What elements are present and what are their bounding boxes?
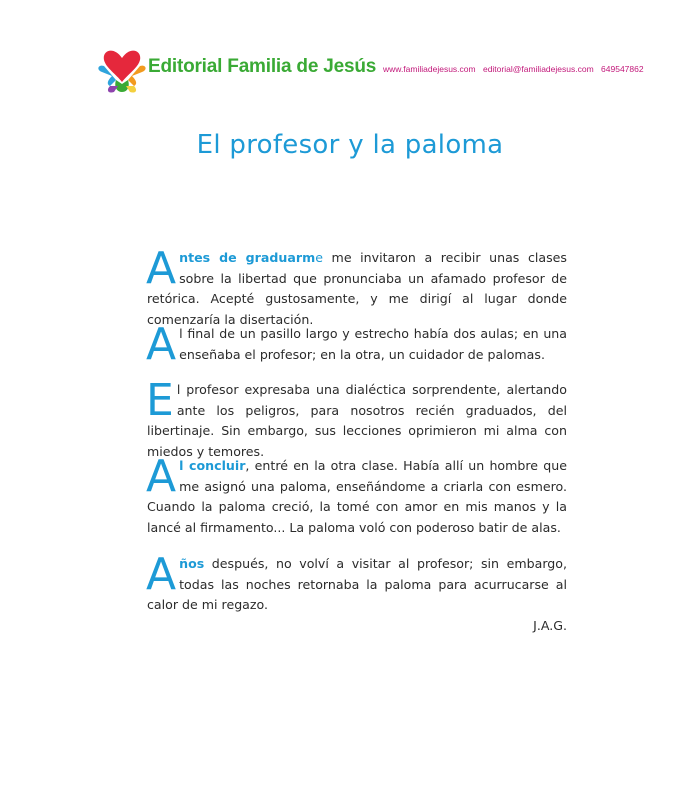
email-link[interactable]: editorial@familiadejesus.com xyxy=(482,64,594,74)
paragraph xyxy=(146,243,567,330)
website-link[interactable]: www.familiadejesus.com xyxy=(383,64,476,74)
drop-cap: E xyxy=(146,375,174,426)
paragraph-text: , entré en la otra clase. Había allí un hombre que me asignó una paloma, enseñándome a criarla con esmero. Cuando la paloma creció, la tomé con amor en mis manos y la lancé al firmamento... La paloma voló con poderoso batir de alas. xyxy=(147,458,568,535)
page-title: El profesor y la paloma xyxy=(196,130,504,160)
lead-in: ntes de graduarm xyxy=(179,250,316,265)
drop-cap: A xyxy=(146,243,177,294)
brand-name: Editorial Familia de Jesús xyxy=(148,56,377,77)
drop-cap: A xyxy=(146,319,177,370)
phone-number: 649547862 xyxy=(601,64,644,74)
paragraph-text: l profesor expresaba una dialéctica sorprendente, alertando ante los peligros, para nosotros recién graduados, del libertinaje. Sin embargo, sus lecciones oprimieron mi alma con miedos y temores. xyxy=(147,382,567,459)
paragraph xyxy=(146,319,567,370)
contact-line xyxy=(383,64,649,74)
paragraph-text: l final de un pasillo largo y estrecho había dos aulas; en una enseñaba el profesor; en la otra, un cuidador de palomas. xyxy=(179,326,567,362)
publisher-header xyxy=(88,36,648,96)
paragraph xyxy=(146,375,567,462)
paragraph-text: me invitaron a recibir unas clases sobre la libertad que pronunciaba un afamado profesor de retórica. Acepté gustosamente, y me dirigí al lugar donde comenzaría la disertación. xyxy=(147,250,567,327)
drop-cap: A xyxy=(146,549,177,600)
lead-in: l concluir xyxy=(179,458,246,473)
author-signature: J.A.G. xyxy=(533,618,567,633)
paragraph xyxy=(146,451,568,538)
paragraph xyxy=(146,549,567,616)
lead-in-tail: e xyxy=(315,250,323,265)
drop-cap: A xyxy=(146,451,177,502)
paragraph-text: después, no volví a visitar al profesor; sin embargo, todas las noches retornaba la paloma para acurrucarse al calor de mi regazo. xyxy=(147,556,567,612)
lead-in: ños xyxy=(179,556,205,571)
heart-hands-icon xyxy=(96,36,148,94)
